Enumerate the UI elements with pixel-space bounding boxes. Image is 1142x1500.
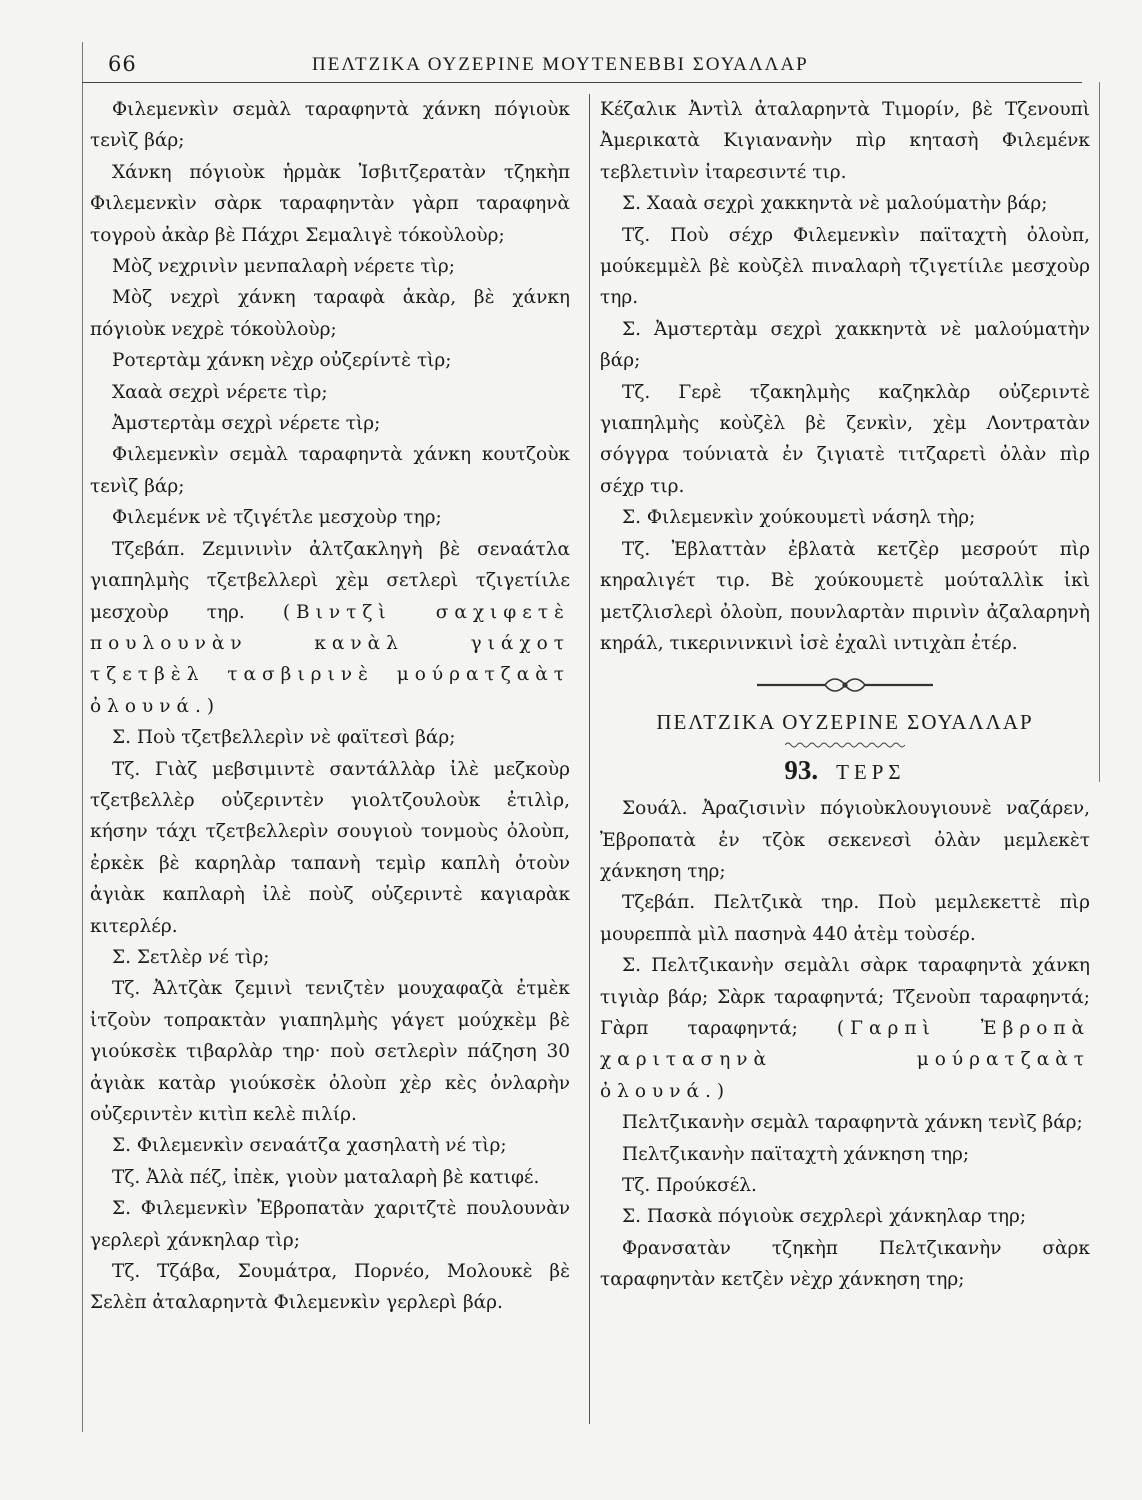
- paragraph: Μὸζ νεχρὶ χάνκη ταραφὰ ἀκὰρ, βὲ χάνκη πόγιοὺκ νεχρὲ τόκοὺλοὺρ;: [90, 287, 570, 340]
- right-column: [600, 94, 1090, 1296]
- paragraph: Τζ. Ἐβλαττὰν ἐβλατὰ κετζὲρ μεσρούτ πὶρ κηραλιγέτ τιρ. Βὲ χούκουμετὲ μούταλλὶκ ἰκὶ μετζλισλερὶ ὀλοὺπ, πουνλαρτὰν πιρινὶν ἀζαλαρηνὴ κηράλ, τικερινινκινὶ ἰσὲ ἐχαλὶ ιντιχὰπ ἐτέρ.: [600, 538, 1090, 654]
- paragraph: Σ. Πασκὰ πόγιοὺκ σεχρλερὶ χάνκηλαρ τηρ;: [622, 1206, 1027, 1228]
- paragraph: Φρανσατὰν τζηκὴπ Πελτζικανὴν σὰρκ ταραφηντὰν κετζὲν νὲχρ χάνκηση τηρ;: [600, 1237, 1090, 1291]
- question-text: Σ. Πελτζικανὴν σεμὰλι σὰρκ ταραφηντὰ χάνκη τιγιὰρ βάρ; Σὰρκ ταραφηντά; Τζενοὺπ ταραφηντά; Γὰρπ ταραφηντά;: [600, 955, 1090, 1039]
- paragraph: Κέζαλικ Ἀντὶλ ἀταλαρηντὰ Τιμορίν, βὲ Τζενουπὶ Ἀμερικατὰ Κιγιανανὴν πὶρ κητασὴ Φιλεμένκ τεβλετινὶν ἰταρεσιντέ τιρ.: [600, 99, 1090, 183]
- chapter-number: 93.: [784, 754, 819, 785]
- paragraph: Τζ. Ἀλὰ πέζ, ἰπὲκ, γιοὺν ματαλαρὴ βὲ κατιφέ.: [112, 1166, 540, 1188]
- paragraph: Ἀμστερτὰμ σεχρὶ νέρετε τὶρ;: [112, 413, 381, 435]
- wavy-underline-icon: [785, 741, 905, 749]
- paragraph: Μὸζ νεχρινὶν μενπαλαρὴ νέρετε τὶρ;: [112, 256, 455, 278]
- paragraph: Τζ. Τζάβα, Σουμάτρα, Πορνέο, Μολουκὲ βὲ Σελὲπ ἀταλαρηντὰ Φιλεμενκὶν γερλερὶ βάρ.: [90, 1261, 570, 1314]
- left-column: [90, 94, 570, 1319]
- running-header: [82, 42, 1082, 83]
- paragraph: Σ. Φιλεμενκὶν σεναάτζα χασηλατὴ νέ τὶρ;: [112, 1135, 507, 1157]
- paragraph: Τζ. Ἀλτζὰκ ζεμινὶ τενιζτὲν μουχαφαζὰ ἐτμὲκ ἰτζοὺν τοπρακτὰν γιαπηλμὴς γάγετ μούχκὲμ βὲ γιούκσὲκ τιβαρλὰρ τηρ· ποὺ σετλερὶν πάζηση 30 ἀγιὰκ κατὰρ γιούκσὲκ ὀλοὺπ χὲρ κὲς ὀνλαρὴν οὐζεριντὲν κιτὶπ κελὲ πιλίρ.: [90, 978, 570, 1125]
- chapter-heading: [600, 755, 1090, 789]
- paragraph: Τζ. Προύκσέλ.: [622, 1175, 757, 1196]
- page-number: 66: [108, 52, 137, 76]
- spaced-note: (Βιντζὶ σαχιφετὲ πουλουνὰν κανὰλ γιάχοτ τζετβὲλ τασβιρινὲ μούρατζαὰτ ὀλουνά.): [90, 601, 570, 717]
- section-title: ΠΕΛΤΖΙΚΑ ΟΥΖΕΡΙΝΕ ΣΟΥΑΛΛΑΡ: [656, 710, 1034, 735]
- paragraph: Σ. Σετλὲρ νέ τὶρ;: [112, 946, 270, 968]
- paragraph: Τζ. Γιὰζ μεβσιμιντὲ σαντάλλὰρ ἰλὲ μεζκοὺρ τζετβελλὲρ οὐζεριντὲν γιολτζουλοὺκ ἐτιλὶρ, κήσην τάχι τζετβελλερὶν σουγιοὺ τονμοὺς ὀλοὺπ, ἐρκὲκ βὲ καρηλὰρ ταπανὴ τεμὶρ καπλὴ ὀτοὺν ἀγιὰκ καπλαρὴ ἰλὲ ποὺζ οὐζεριντὲ καγιαρὰκ κιτερλέρ.: [90, 758, 570, 937]
- answer-paragraph: [90, 534, 570, 722]
- paragraph: Σ. Χααὰ σεχρὶ χακκηντὰ νὲ μαλούματὴν βάρ;: [622, 193, 1048, 215]
- page: [82, 42, 1100, 1432]
- paragraph: Πελτζικανὴν παϊταχτὴ χάνκηση τηρ;: [622, 1143, 970, 1165]
- answer-paragraph: [600, 950, 1090, 1107]
- paragraph: Χάνκη πόγιοὺκ ἡρμὰκ Ἰσβιτζερατὰν τζηκὴπ Φιλεμενκὶν σὰρκ ταραφηντὰν γὰρπ ταραφηνὰ τογροὺ ἀκὰρ βὲ Πάχρι Σεμαλιγὲ τόκοὺλοὺρ;: [90, 161, 570, 246]
- paragraph: Σ. Φιλεμενκὶν χούκουμετὶ νάσηλ τὴρ;: [622, 507, 976, 529]
- paragraph: Χααὰ σεχρὶ νέρετε τὶρ;: [112, 381, 328, 403]
- answer-text: Τζεβάπ. Ζεμινινὶν ἀλτζακληγὴ βὲ σεναάτλα γιαπηλμὴς τζετβελλερὶ χὲμ σετλερὶ τζιγετίιλε μεσχοὺρ τηρ.: [90, 538, 570, 623]
- paragraph: Τζ. Ποὺ σέχρ Φιλεμενκὶν παϊταχτὴ ὀλοὺπ, μούκεμμὲλ βὲ κοὺζὲλ πιναλαρὴ τζιγετίιλε μεσχοὺρ τηρ.: [600, 224, 1090, 309]
- paragraph: Πελτζικανὴν σεμὰλ ταραφηντὰ χάνκη τενὶζ βάρ;: [622, 1112, 1083, 1134]
- paragraph: Τζεβάπ. Πελτζικὰ τηρ. Ποὺ μεμλεκεττὲ πὶρ μουρεππὰ μὶλ πασηνὰ 440 ἀτὲμ τοὺσέρ.: [600, 892, 1090, 945]
- paragraph: Σ. Φιλεμενκὶν Ἐβροπατὰν χαριτζτὲ πουλουνὰν γερλερὶ χάνκηλαρ τὶρ;: [90, 1198, 570, 1251]
- paragraph: Σουάλ. Ἀραζισινὶν πόγιοὺκλουγιουνὲ ναζάρεν, Ἐβροπατὰ ἐν τζὸκ σεκενεσὶ ὀλὰν μεμλεκὲτ χάνκηση τηρ;: [600, 798, 1090, 882]
- spaced-note: (Γαρπὶ Ἐβροπὰ χαριτασηνὰ μούρατζαὰτ ὀλουνά.): [600, 1017, 1090, 1102]
- chapter-title: ΤΕΡΣ: [836, 759, 906, 784]
- paragraph: Φιλεμενκὶν σεμὰλ ταραφηντὰ χάνκη κουτζοὺκ τενὶζ βάρ;: [90, 444, 570, 497]
- paragraph: Σ. Ποὺ τζετβελλερὶν νὲ φαϊτεσὶ βάρ;: [112, 727, 456, 749]
- ornament-icon: [755, 673, 935, 697]
- ornament-rule: [600, 673, 1090, 701]
- column-divider: [589, 94, 590, 1424]
- page-left-edge: [82, 42, 83, 1432]
- paragraph: Φιλεμένκ νὲ τζιγέτλε μεσχοὺρ τηρ;: [112, 507, 442, 529]
- paragraph: Σ. Ἀμστερτὰμ σεχρὶ χακκηντὰ νὲ μαλούματὴν βάρ;: [600, 318, 1090, 372]
- paragraph: Ροτερτὰμ χάνκη νὲχρ οὐζερίντὲ τὶρ;: [112, 350, 452, 372]
- paragraph: Τζ. Γερὲ τζακηλμὴς καζηκλὰρ οὐζεριντὲ γιαπηλμὴς κοὺζὲλ βὲ ζενκὶν, χὲμ Λοντρατὰν σόγγρα τούνιατὰ ἐν ζιγιατὲ τιτζαρετὶ ὀλὰν πὶρ σέχρ τιρ.: [600, 381, 1090, 497]
- paragraph: Φιλεμενκὶν σεμὰλ ταραφηντὰ χάνκη πόγιοὺκ τενὶζ βάρ;: [90, 99, 570, 152]
- page-right-edge: [1099, 82, 1100, 782]
- running-title: ΠΕΛΤΖΙΚΑ ΟΥΖΕΡΙΝΕ ΜΟΥΤΕΝΕΒΒΙ ΣΟΥΑΛΛΑΡ: [312, 54, 809, 75]
